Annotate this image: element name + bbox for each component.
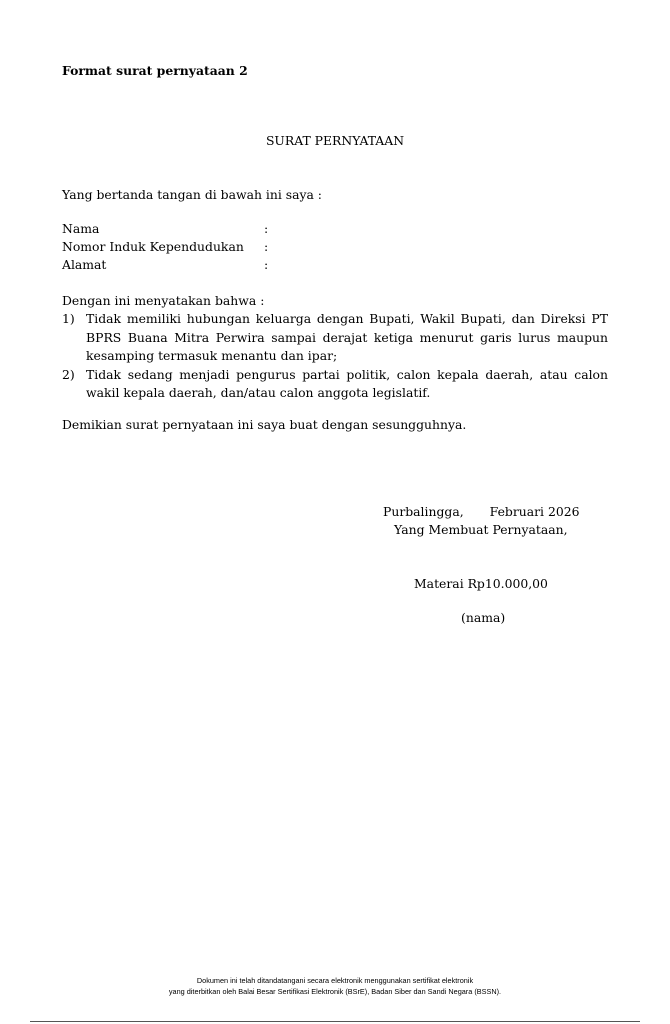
footer-divider [30, 1021, 640, 1022]
closing-text: Demikian surat pernyataan ini saya buat dengan sesungguhnya. [62, 417, 467, 432]
field-label: Alamat [62, 257, 107, 272]
statement-list [62, 310, 608, 403]
field-label: Nomor Induk Kependudukan [62, 239, 244, 254]
list-text: Tidak sedang menjadi pengurus partai politik, calon kepala daerah, atau calon wakil kepala daerah, dan/atau calon anggota legislatif. [86, 366, 608, 401]
signature-date: Februari 2026 [489, 504, 580, 519]
place-date [383, 503, 580, 522]
field-colon: : [264, 221, 269, 236]
statement-lead: Dengan ini menyatakan bahwa : [62, 293, 265, 308]
field-colon: : [264, 239, 269, 254]
field-row-nama [62, 220, 622, 238]
list-item [62, 366, 608, 403]
signature-place: Purbalingga, [383, 504, 464, 519]
format-title: Format surat pernyataan 2 [62, 63, 248, 78]
document-title: SURAT PERNYATAAN [265, 133, 405, 148]
e-signature-footer [0, 976, 670, 998]
list-text: Tidak memiliki hubungan keluarga dengan Bupati, Wakil Bupati, dan Direksi PT BPRS Buana Mitra Perwira sampai derajat ketiga menurut garis lurus maupun kesamping termasuk menantu dan ipar; [86, 311, 608, 364]
intro-text: Yang bertanda tangan di bawah ini saya : [62, 187, 322, 202]
field-row-alamat [62, 256, 622, 274]
field-colon: : [264, 257, 269, 272]
footer-line-1: Dokumen ini telah ditandatangani secara elektronik menggunakan sertifikat elektronik [196, 976, 474, 985]
list-number: 1) [62, 311, 75, 326]
list-number: 2) [62, 366, 75, 382]
field-row-nik [62, 238, 622, 256]
identity-fields [62, 220, 622, 274]
signature-maker: Yang Membuat Pernyataan, [394, 522, 568, 537]
field-label: Nama [62, 221, 100, 236]
signer-name-placeholder: (nama) [461, 610, 506, 625]
list-item [62, 310, 608, 366]
stamp-duty-label: Materai Rp10.000,00 [414, 576, 548, 591]
footer-line-2: yang diterbitkan oleh Balai Besar Sertifikasi Elektronik (BSrE), Badan Siber dan Sandi Negara (BSSN). [168, 986, 502, 996]
